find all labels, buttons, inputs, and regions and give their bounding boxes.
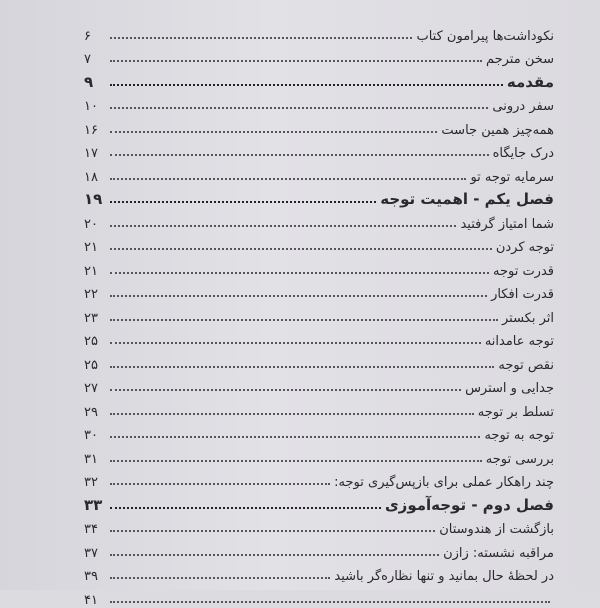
toc-leader-dots: [110, 577, 330, 579]
toc-leader-dots: [110, 389, 461, 391]
toc-leader-dots: [110, 37, 412, 39]
toc-entry-title: قدرت توجه: [492, 263, 554, 279]
toc-leader-dots: [110, 295, 487, 297]
toc-entry-row: [84, 44, 554, 68]
toc-leader-dots: [110, 366, 494, 368]
toc-entry-title: توجه کردن: [495, 240, 554, 255]
toc-page-number: ۲۷: [84, 381, 98, 396]
toc-page-number: ۳۲: [84, 475, 98, 490]
toc-chapter-title: مقدمه: [506, 72, 554, 91]
toc-page-number: ۳۴: [84, 522, 98, 537]
toc-entry-title: جدایی و استرس: [465, 381, 554, 396]
toc-entry-title: بررسی توجه: [485, 451, 554, 467]
toc-page-number: ۳۳: [84, 495, 103, 514]
toc-entry-row: [84, 279, 554, 303]
toc-entry-row: [84, 420, 554, 444]
toc-chapter-title: فصل دوم - توجه‌آموزی: [384, 495, 554, 514]
toc-entry-title: همه‌چیز همین جاست: [441, 122, 554, 138]
toc-page-number: ۲۱: [84, 263, 98, 279]
toc-entry-title: توجه به توجه: [484, 428, 554, 443]
toc-entry-row: [84, 561, 554, 585]
toc-leader-dots: [110, 272, 489, 274]
toc-entry-title: نقص توجه: [498, 357, 554, 373]
toc-leader-dots: [110, 319, 498, 321]
toc-leader-dots: [110, 483, 330, 485]
toc-chapter-row: [84, 185, 554, 209]
toc-entry-title: تسلط بر توجه: [477, 404, 554, 420]
toc-page-number: ۱۶: [84, 122, 98, 138]
toc-page-number: ۲۲: [84, 287, 98, 302]
toc-entry-title: اثر بکستر: [501, 310, 554, 326]
toc-entry-title: قدرت افکار: [491, 287, 554, 302]
toc-entry-row: [84, 208, 554, 232]
toc-chapter-row: [84, 67, 554, 91]
toc-entry-title: مراقبه نشسته: زازن: [443, 545, 554, 561]
toc-entry-title: توجه عامدانه: [484, 334, 554, 349]
toc-entry-row: [84, 396, 554, 420]
toc-leader-dots: [110, 342, 481, 344]
toc-page-number: ۱۹: [84, 190, 103, 208]
toc-page-number: ۲۵: [84, 357, 98, 373]
toc-page-number: ۹: [84, 72, 94, 91]
toc-entry-row: [84, 373, 554, 397]
toc-entry-row: [84, 161, 554, 185]
toc-page-number: ۳۱: [84, 451, 98, 467]
table-of-contents: [84, 20, 554, 608]
toc-leader-dots: [110, 154, 489, 156]
toc-page-number: ۲۱: [84, 240, 98, 255]
toc-entry-title: چند راهکار عملی برای بازپس‌گیری توجه:: [334, 475, 554, 490]
toc-entry-row: [84, 514, 554, 538]
toc-leader-dots: [110, 84, 503, 86]
toc-entry-row: [84, 91, 554, 115]
toc-leader-dots: [110, 530, 435, 532]
toc-chapter-title: فصل یکم - اهمیت توجه: [380, 190, 554, 208]
toc-entry-title: سفر درونی: [492, 99, 554, 114]
toc-entry-row: [84, 537, 554, 561]
toc-page-number: ۳۷: [84, 545, 98, 561]
toc-entry-row: [84, 138, 554, 162]
toc-entry-title: سخن مترجم: [485, 52, 554, 67]
toc-leader-dots: [110, 554, 439, 556]
toc-page-number: ۱۸: [84, 169, 98, 185]
toc-leader-dots: [110, 225, 456, 227]
toc-page-number: ۲۵: [84, 334, 98, 349]
toc-page-number: ۳۹: [84, 569, 98, 584]
toc-leader-dots: [110, 60, 482, 62]
toc-entry-row: [84, 467, 554, 491]
toc-leader-dots: [110, 601, 550, 603]
toc-leader-dots: [110, 507, 381, 509]
toc-page-number: ۱۰: [84, 99, 98, 114]
toc-entry-row: [84, 114, 554, 138]
toc-leader-dots: [110, 131, 437, 133]
toc-entry-row: [84, 20, 554, 44]
toc-entry-row: [84, 584, 554, 608]
toc-chapter-row: [84, 490, 554, 514]
toc-leader-dots: [110, 460, 482, 462]
toc-entry-row: [84, 349, 554, 373]
toc-entry-title: نکوداشت‌ها پیرامون کتاب: [416, 28, 554, 44]
toc-entry-row: [84, 232, 554, 256]
toc-leader-dots: [110, 436, 480, 438]
toc-entry-row: [84, 302, 554, 326]
toc-leader-dots: [110, 248, 492, 250]
toc-page-number: ۴۱: [84, 592, 98, 608]
toc-entry-row: [84, 326, 554, 350]
toc-page-number: ۷: [84, 52, 91, 67]
toc-entry-title: بازگشت از هندوستان: [439, 522, 554, 537]
toc-page-number: ۲۰: [84, 216, 98, 232]
toc-leader-dots: [110, 413, 474, 415]
toc-entry-title: در لحظهٔ حال بمانید و تنها نظاره‌گر باشید: [334, 569, 554, 584]
toc-page-number: ۲۹: [84, 404, 98, 420]
toc-leader-dots: [110, 201, 376, 203]
toc-leader-dots: [110, 178, 466, 180]
toc-entry-title: درک جایگاه: [492, 146, 554, 161]
toc-page-number: ۲۳: [84, 310, 98, 326]
toc-page-number: ۳۰: [84, 428, 98, 443]
toc-entry-title: سرمایه توجه تو: [470, 169, 554, 185]
toc-entry-row: [84, 255, 554, 279]
toc-leader-dots: [110, 107, 488, 109]
toc-page-number: ۱۷: [84, 146, 98, 161]
toc-entry-row: [84, 443, 554, 467]
toc-page-number: ۶: [84, 28, 91, 44]
toc-entry-title: شما امتیاز گرفتید: [460, 216, 554, 232]
